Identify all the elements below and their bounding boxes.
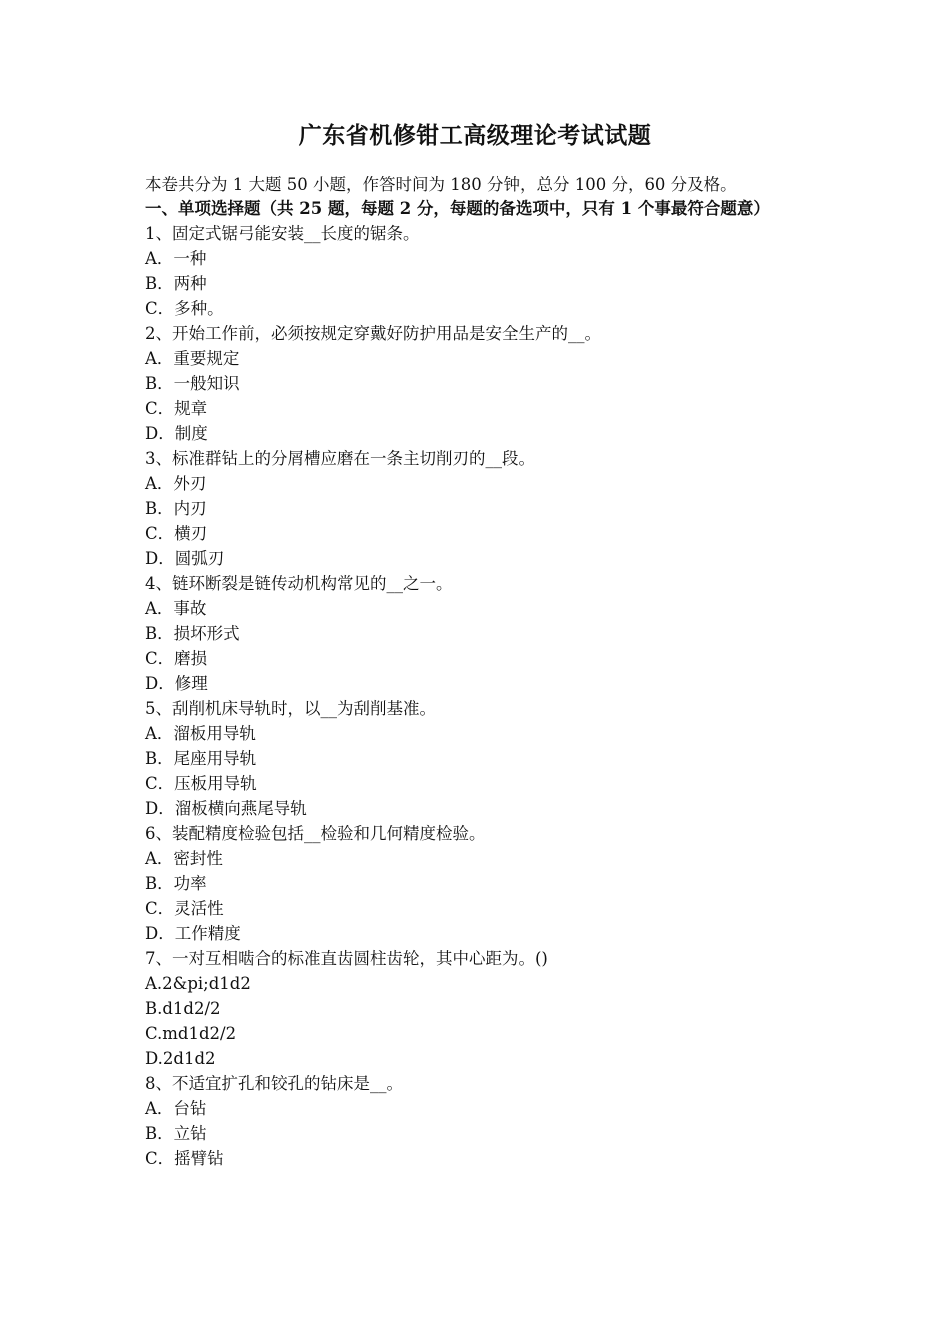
- question-text: 7、一对互相啮合的标准直齿圆柱齿轮，其中心距为。(): [145, 949, 548, 968]
- answer-option: D．圆弧刃: [145, 549, 225, 568]
- answer-option: D．修理: [145, 674, 208, 693]
- document-title: 广东省机修钳工高级理论考试试题: [298, 122, 652, 149]
- question-text: 5、刮削机床导轨时，以__为刮削基准。: [145, 699, 436, 718]
- answer-option: B.d1d2/2: [145, 999, 221, 1018]
- answer-option: B．两种: [145, 274, 207, 293]
- answer-option: A．台钻: [145, 1099, 207, 1118]
- answer-option: C．灵活性: [145, 899, 224, 918]
- answer-option: C．摇臂钻: [145, 1149, 224, 1168]
- answer-option: C．横刃: [145, 524, 208, 543]
- answer-option: C．磨损: [145, 649, 208, 668]
- answer-option: B．立钻: [145, 1124, 207, 1143]
- question-text: 4、链环断裂是链传动机构常见的__之一。: [145, 574, 453, 593]
- question-text: 6、装配精度检验包括__检验和几何精度检验。: [145, 824, 486, 843]
- answer-option: D.2d1d2: [145, 1049, 216, 1068]
- question-text: 3、标准群钻上的分屑槽应磨在一条主切削刃的__段。: [145, 449, 535, 468]
- answer-option: C．多种。: [145, 299, 224, 318]
- answer-option: D．制度: [145, 424, 208, 443]
- answer-option: C．压板用导轨: [145, 774, 257, 793]
- answer-option: D．工作精度: [145, 924, 241, 943]
- answer-option: A．一种: [145, 249, 207, 268]
- answer-option: A．密封性: [145, 849, 223, 868]
- question-text: 2、开始工作前，必须按规定穿戴好防护用品是安全生产的__。: [145, 324, 601, 343]
- answer-option: B．功率: [145, 874, 207, 893]
- answer-option: D．溜板横向燕尾导轨: [145, 799, 307, 818]
- question-list: [145, 221, 810, 1171]
- answer-option: B．尾座用导轨: [145, 749, 257, 768]
- answer-option: A．重要规定: [145, 349, 240, 368]
- answer-option: C.md1d2/2: [145, 1024, 237, 1043]
- answer-option: A.2&pi;d1d2: [145, 974, 251, 993]
- question-text: 1、固定式锯弓能安装__长度的锯条。: [145, 224, 420, 243]
- answer-option: B．损坏形式: [145, 624, 240, 643]
- section-heading: 一、单项选择题（共 25 题，每题 2 分，每题的备选项中，只有 1 个事最符合题意）: [145, 199, 770, 218]
- answer-option: A．溜板用导轨: [145, 724, 256, 743]
- answer-option: B．一般知识: [145, 374, 240, 393]
- question-text: 8、不适宜扩孔和铰孔的钻床是__。: [145, 1074, 403, 1093]
- answer-option: B．内刃: [145, 499, 207, 518]
- answer-option: A．外刃: [145, 474, 207, 493]
- answer-option: C．规章: [145, 399, 208, 418]
- answer-option: A．事故: [145, 599, 207, 618]
- document-body: [145, 172, 810, 1171]
- exam-intro: 本卷共分为 1 大题 50 小题，作答时间为 180 分钟，总分 100 分，60 分及格。: [145, 175, 737, 194]
